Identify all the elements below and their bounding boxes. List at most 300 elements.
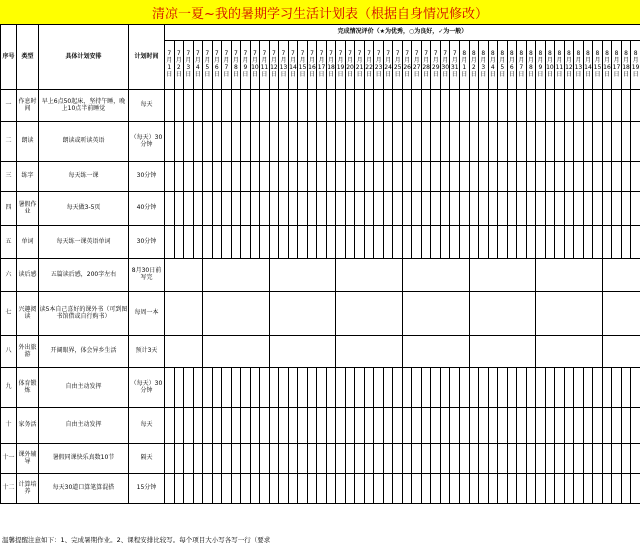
rating-cell[interactable] — [602, 408, 612, 444]
rating-cell[interactable] — [526, 122, 536, 162]
rating-cell[interactable] — [355, 444, 365, 474]
rating-cell[interactable] — [307, 162, 317, 192]
rating-cell[interactable] — [507, 90, 517, 122]
rating-cell[interactable] — [298, 90, 308, 122]
rating-cell[interactable] — [279, 192, 289, 226]
rating-cell[interactable] — [174, 90, 184, 122]
rating-cell[interactable] — [345, 90, 355, 122]
rating-cell[interactable] — [517, 444, 527, 474]
rating-cell[interactable] — [260, 192, 270, 226]
rating-cell[interactable] — [174, 226, 184, 259]
rating-cell[interactable] — [203, 474, 213, 504]
rating-cell[interactable] — [488, 90, 498, 122]
rating-cell[interactable] — [555, 122, 565, 162]
rating-cell[interactable] — [536, 192, 546, 226]
rating-cell[interactable] — [298, 474, 308, 504]
rating-cell[interactable] — [450, 474, 460, 504]
rating-cell[interactable] — [250, 192, 260, 226]
rating-cell[interactable] — [231, 122, 241, 162]
rating-cell[interactable] — [469, 474, 479, 504]
rating-cell[interactable] — [260, 226, 270, 259]
rating-cell[interactable] — [165, 226, 175, 259]
rating-cell[interactable] — [241, 368, 251, 408]
rating-cell[interactable] — [602, 192, 612, 226]
rating-cell[interactable] — [355, 408, 365, 444]
rating-cell[interactable] — [231, 162, 241, 192]
rating-cell[interactable] — [536, 162, 546, 192]
rating-cell[interactable] — [536, 122, 546, 162]
rating-cell[interactable] — [564, 90, 574, 122]
rating-cell[interactable] — [536, 368, 546, 408]
rating-cell[interactable] — [421, 122, 431, 162]
rating-cell[interactable] — [165, 444, 175, 474]
rating-cell[interactable] — [526, 226, 536, 259]
rating-cell[interactable] — [260, 122, 270, 162]
rating-cell[interactable] — [260, 368, 270, 408]
rating-cell[interactable] — [602, 90, 612, 122]
rating-cell[interactable] — [222, 368, 232, 408]
rating-cell[interactable] — [517, 368, 527, 408]
rating-cell[interactable] — [241, 226, 251, 259]
rating-cell[interactable] — [536, 408, 546, 444]
rating-cell[interactable] — [269, 444, 279, 474]
rating-cell[interactable] — [326, 444, 336, 474]
rating-cell[interactable] — [298, 122, 308, 162]
rating-cell[interactable] — [488, 226, 498, 259]
rating-cell[interactable] — [574, 122, 584, 162]
rating-cell[interactable] — [479, 226, 489, 259]
rating-cell[interactable] — [250, 408, 260, 444]
rating-cell[interactable] — [469, 192, 479, 226]
rating-cell[interactable] — [374, 474, 384, 504]
rating-cell[interactable] — [231, 474, 241, 504]
rating-cell[interactable] — [507, 162, 517, 192]
rating-cell[interactable] — [165, 90, 175, 122]
rating-cell[interactable] — [459, 474, 469, 504]
rating-cell[interactable] — [288, 408, 298, 444]
rating-cell[interactable] — [345, 408, 355, 444]
rating-cell[interactable] — [479, 90, 489, 122]
rating-cell[interactable] — [345, 122, 355, 162]
rating-cell[interactable] — [526, 192, 536, 226]
rating-cell[interactable] — [431, 408, 441, 444]
rating-cell[interactable] — [593, 162, 603, 192]
rating-cell[interactable] — [288, 444, 298, 474]
rating-cell[interactable] — [269, 90, 279, 122]
rating-cell[interactable] — [488, 192, 498, 226]
rating-cell[interactable] — [374, 444, 384, 474]
rating-cell[interactable] — [564, 162, 574, 192]
rating-cell[interactable] — [288, 122, 298, 162]
rating-cell[interactable] — [288, 90, 298, 122]
rating-cell[interactable] — [498, 122, 508, 162]
rating-cell[interactable] — [174, 122, 184, 162]
rating-cell[interactable] — [326, 122, 336, 162]
rating-cell[interactable] — [545, 90, 555, 122]
rating-cell[interactable] — [250, 444, 260, 474]
rating-cell[interactable] — [412, 162, 422, 192]
rating-cell[interactable] — [383, 90, 393, 122]
rating-cell[interactable] — [374, 368, 384, 408]
rating-cell[interactable] — [545, 474, 555, 504]
rating-cell[interactable] — [593, 90, 603, 122]
rating-cell[interactable] — [469, 336, 536, 368]
rating-cell[interactable] — [184, 122, 194, 162]
rating-cell[interactable] — [374, 90, 384, 122]
rating-cell[interactable] — [402, 292, 469, 336]
rating-cell[interactable] — [345, 192, 355, 226]
rating-cell[interactable] — [450, 162, 460, 192]
rating-cell[interactable] — [612, 90, 622, 122]
rating-cell[interactable] — [621, 444, 631, 474]
rating-cell[interactable] — [469, 259, 536, 292]
rating-cell[interactable] — [507, 122, 517, 162]
rating-cell[interactable] — [536, 292, 603, 336]
rating-cell[interactable] — [421, 226, 431, 259]
rating-cell[interactable] — [212, 192, 222, 226]
rating-cell[interactable] — [203, 444, 213, 474]
rating-cell[interactable] — [612, 192, 622, 226]
rating-cell[interactable] — [336, 192, 346, 226]
rating-cell[interactable] — [593, 192, 603, 226]
rating-cell[interactable] — [165, 336, 203, 368]
rating-cell[interactable] — [402, 444, 412, 474]
rating-cell[interactable] — [203, 90, 213, 122]
rating-cell[interactable] — [279, 368, 289, 408]
rating-cell[interactable] — [402, 162, 412, 192]
rating-cell[interactable] — [336, 259, 403, 292]
rating-cell[interactable] — [269, 292, 336, 336]
rating-cell[interactable] — [621, 162, 631, 192]
rating-cell[interactable] — [269, 259, 336, 292]
rating-cell[interactable] — [574, 162, 584, 192]
rating-cell[interactable] — [336, 368, 346, 408]
rating-cell[interactable] — [165, 122, 175, 162]
rating-cell[interactable] — [212, 368, 222, 408]
rating-cell[interactable] — [307, 368, 317, 408]
rating-cell[interactable] — [564, 192, 574, 226]
rating-cell[interactable] — [450, 408, 460, 444]
rating-cell[interactable] — [469, 292, 536, 336]
rating-cell[interactable] — [431, 444, 441, 474]
rating-cell[interactable] — [602, 368, 612, 408]
rating-cell[interactable] — [355, 122, 365, 162]
rating-cell[interactable] — [317, 408, 327, 444]
rating-cell[interactable] — [631, 226, 640, 259]
rating-cell[interactable] — [241, 122, 251, 162]
rating-cell[interactable] — [307, 474, 317, 504]
rating-cell[interactable] — [498, 444, 508, 474]
rating-cell[interactable] — [298, 162, 308, 192]
rating-cell[interactable] — [412, 226, 422, 259]
rating-cell[interactable] — [574, 408, 584, 444]
rating-cell[interactable] — [364, 368, 374, 408]
rating-cell[interactable] — [193, 90, 203, 122]
rating-cell[interactable] — [222, 122, 232, 162]
rating-cell[interactable] — [222, 226, 232, 259]
rating-cell[interactable] — [583, 122, 593, 162]
rating-cell[interactable] — [583, 444, 593, 474]
rating-cell[interactable] — [555, 368, 565, 408]
rating-cell[interactable] — [564, 444, 574, 474]
rating-cell[interactable] — [383, 408, 393, 444]
rating-cell[interactable] — [336, 226, 346, 259]
rating-cell[interactable] — [241, 444, 251, 474]
rating-cell[interactable] — [336, 122, 346, 162]
rating-cell[interactable] — [621, 122, 631, 162]
rating-cell[interactable] — [193, 368, 203, 408]
rating-cell[interactable] — [317, 368, 327, 408]
rating-cell[interactable] — [602, 292, 640, 336]
rating-cell[interactable] — [374, 122, 384, 162]
rating-cell[interactable] — [203, 292, 270, 336]
rating-cell[interactable] — [450, 444, 460, 474]
rating-cell[interactable] — [412, 122, 422, 162]
rating-cell[interactable] — [241, 90, 251, 122]
rating-cell[interactable] — [184, 408, 194, 444]
rating-cell[interactable] — [250, 162, 260, 192]
rating-cell[interactable] — [203, 368, 213, 408]
rating-cell[interactable] — [459, 122, 469, 162]
rating-cell[interactable] — [222, 90, 232, 122]
rating-cell[interactable] — [469, 226, 479, 259]
rating-cell[interactable] — [469, 408, 479, 444]
rating-cell[interactable] — [479, 192, 489, 226]
rating-cell[interactable] — [479, 474, 489, 504]
rating-cell[interactable] — [488, 122, 498, 162]
rating-cell[interactable] — [241, 162, 251, 192]
rating-cell[interactable] — [459, 408, 469, 444]
rating-cell[interactable] — [469, 90, 479, 122]
rating-cell[interactable] — [241, 408, 251, 444]
rating-cell[interactable] — [383, 192, 393, 226]
rating-cell[interactable] — [317, 474, 327, 504]
rating-cell[interactable] — [536, 474, 546, 504]
rating-cell[interactable] — [431, 368, 441, 408]
rating-cell[interactable] — [459, 162, 469, 192]
rating-cell[interactable] — [269, 368, 279, 408]
rating-cell[interactable] — [364, 444, 374, 474]
rating-cell[interactable] — [602, 444, 612, 474]
rating-cell[interactable] — [498, 192, 508, 226]
rating-cell[interactable] — [231, 444, 241, 474]
rating-cell[interactable] — [612, 162, 622, 192]
rating-cell[interactable] — [336, 90, 346, 122]
rating-cell[interactable] — [326, 368, 336, 408]
rating-cell[interactable] — [612, 408, 622, 444]
rating-cell[interactable] — [355, 192, 365, 226]
rating-cell[interactable] — [412, 192, 422, 226]
rating-cell[interactable] — [612, 474, 622, 504]
rating-cell[interactable] — [250, 368, 260, 408]
rating-cell[interactable] — [241, 192, 251, 226]
rating-cell[interactable] — [250, 122, 260, 162]
rating-cell[interactable] — [184, 474, 194, 504]
rating-cell[interactable] — [526, 90, 536, 122]
rating-cell[interactable] — [222, 192, 232, 226]
rating-cell[interactable] — [364, 192, 374, 226]
rating-cell[interactable] — [555, 408, 565, 444]
rating-cell[interactable] — [222, 162, 232, 192]
rating-cell[interactable] — [621, 474, 631, 504]
rating-cell[interactable] — [440, 474, 450, 504]
rating-cell[interactable] — [479, 368, 489, 408]
rating-cell[interactable] — [165, 292, 203, 336]
rating-cell[interactable] — [526, 162, 536, 192]
rating-cell[interactable] — [488, 162, 498, 192]
rating-cell[interactable] — [450, 226, 460, 259]
rating-cell[interactable] — [545, 122, 555, 162]
rating-cell[interactable] — [631, 444, 640, 474]
rating-cell[interactable] — [545, 162, 555, 192]
rating-cell[interactable] — [402, 192, 412, 226]
rating-cell[interactable] — [498, 162, 508, 192]
rating-cell[interactable] — [269, 336, 336, 368]
rating-cell[interactable] — [260, 444, 270, 474]
rating-cell[interactable] — [355, 90, 365, 122]
rating-cell[interactable] — [431, 474, 441, 504]
rating-cell[interactable] — [536, 444, 546, 474]
rating-cell[interactable] — [498, 408, 508, 444]
rating-cell[interactable] — [612, 122, 622, 162]
rating-cell[interactable] — [203, 226, 213, 259]
rating-cell[interactable] — [612, 444, 622, 474]
rating-cell[interactable] — [421, 474, 431, 504]
rating-cell[interactable] — [364, 474, 374, 504]
rating-cell[interactable] — [574, 226, 584, 259]
rating-cell[interactable] — [555, 192, 565, 226]
rating-cell[interactable] — [517, 122, 527, 162]
rating-cell[interactable] — [507, 368, 517, 408]
rating-cell[interactable] — [364, 408, 374, 444]
rating-cell[interactable] — [583, 474, 593, 504]
rating-cell[interactable] — [212, 474, 222, 504]
rating-cell[interactable] — [421, 192, 431, 226]
rating-cell[interactable] — [612, 226, 622, 259]
rating-cell[interactable] — [526, 444, 536, 474]
rating-cell[interactable] — [279, 226, 289, 259]
rating-cell[interactable] — [165, 368, 175, 408]
rating-cell[interactable] — [479, 408, 489, 444]
rating-cell[interactable] — [545, 368, 555, 408]
rating-cell[interactable] — [317, 162, 327, 192]
rating-cell[interactable] — [174, 368, 184, 408]
rating-cell[interactable] — [231, 192, 241, 226]
rating-cell[interactable] — [250, 226, 260, 259]
rating-cell[interactable] — [555, 444, 565, 474]
rating-cell[interactable] — [602, 474, 612, 504]
rating-cell[interactable] — [555, 162, 565, 192]
rating-cell[interactable] — [593, 474, 603, 504]
rating-cell[interactable] — [593, 368, 603, 408]
rating-cell[interactable] — [222, 474, 232, 504]
rating-cell[interactable] — [288, 474, 298, 504]
rating-cell[interactable] — [564, 368, 574, 408]
rating-cell[interactable] — [307, 122, 317, 162]
rating-cell[interactable] — [602, 162, 612, 192]
rating-cell[interactable] — [279, 408, 289, 444]
rating-cell[interactable] — [459, 226, 469, 259]
rating-cell[interactable] — [479, 122, 489, 162]
rating-cell[interactable] — [479, 444, 489, 474]
rating-cell[interactable] — [402, 368, 412, 408]
rating-cell[interactable] — [526, 368, 536, 408]
rating-cell[interactable] — [440, 122, 450, 162]
rating-cell[interactable] — [593, 408, 603, 444]
rating-cell[interactable] — [393, 444, 403, 474]
rating-cell[interactable] — [412, 408, 422, 444]
rating-cell[interactable] — [545, 226, 555, 259]
rating-cell[interactable] — [279, 444, 289, 474]
rating-cell[interactable] — [250, 90, 260, 122]
rating-cell[interactable] — [203, 192, 213, 226]
rating-cell[interactable] — [545, 192, 555, 226]
rating-cell[interactable] — [174, 474, 184, 504]
rating-cell[interactable] — [507, 444, 517, 474]
rating-cell[interactable] — [317, 192, 327, 226]
rating-cell[interactable] — [412, 368, 422, 408]
rating-cell[interactable] — [564, 474, 574, 504]
rating-cell[interactable] — [317, 90, 327, 122]
rating-cell[interactable] — [374, 226, 384, 259]
rating-cell[interactable] — [402, 408, 412, 444]
rating-cell[interactable] — [212, 90, 222, 122]
rating-cell[interactable] — [260, 474, 270, 504]
rating-cell[interactable] — [184, 444, 194, 474]
rating-cell[interactable] — [393, 408, 403, 444]
rating-cell[interactable] — [583, 162, 593, 192]
rating-cell[interactable] — [355, 162, 365, 192]
rating-cell[interactable] — [459, 90, 469, 122]
rating-cell[interactable] — [517, 192, 527, 226]
rating-cell[interactable] — [193, 444, 203, 474]
rating-cell[interactable] — [593, 226, 603, 259]
rating-cell[interactable] — [583, 408, 593, 444]
rating-cell[interactable] — [517, 162, 527, 192]
rating-cell[interactable] — [498, 368, 508, 408]
rating-cell[interactable] — [336, 336, 403, 368]
rating-cell[interactable] — [279, 122, 289, 162]
rating-cell[interactable] — [279, 162, 289, 192]
rating-cell[interactable] — [393, 90, 403, 122]
rating-cell[interactable] — [184, 162, 194, 192]
rating-cell[interactable] — [631, 162, 640, 192]
rating-cell[interactable] — [203, 122, 213, 162]
rating-cell[interactable] — [564, 226, 574, 259]
rating-cell[interactable] — [383, 368, 393, 408]
rating-cell[interactable] — [564, 408, 574, 444]
rating-cell[interactable] — [507, 226, 517, 259]
rating-cell[interactable] — [212, 408, 222, 444]
rating-cell[interactable] — [621, 226, 631, 259]
rating-cell[interactable] — [326, 226, 336, 259]
rating-cell[interactable] — [212, 122, 222, 162]
rating-cell[interactable] — [564, 122, 574, 162]
rating-cell[interactable] — [298, 368, 308, 408]
rating-cell[interactable] — [307, 90, 317, 122]
rating-cell[interactable] — [431, 162, 441, 192]
rating-cell[interactable] — [402, 259, 469, 292]
rating-cell[interactable] — [431, 226, 441, 259]
rating-cell[interactable] — [336, 444, 346, 474]
rating-cell[interactable] — [374, 192, 384, 226]
rating-cell[interactable] — [498, 226, 508, 259]
rating-cell[interactable] — [260, 162, 270, 192]
rating-cell[interactable] — [326, 474, 336, 504]
rating-cell[interactable] — [469, 368, 479, 408]
rating-cell[interactable] — [545, 444, 555, 474]
rating-cell[interactable] — [203, 162, 213, 192]
